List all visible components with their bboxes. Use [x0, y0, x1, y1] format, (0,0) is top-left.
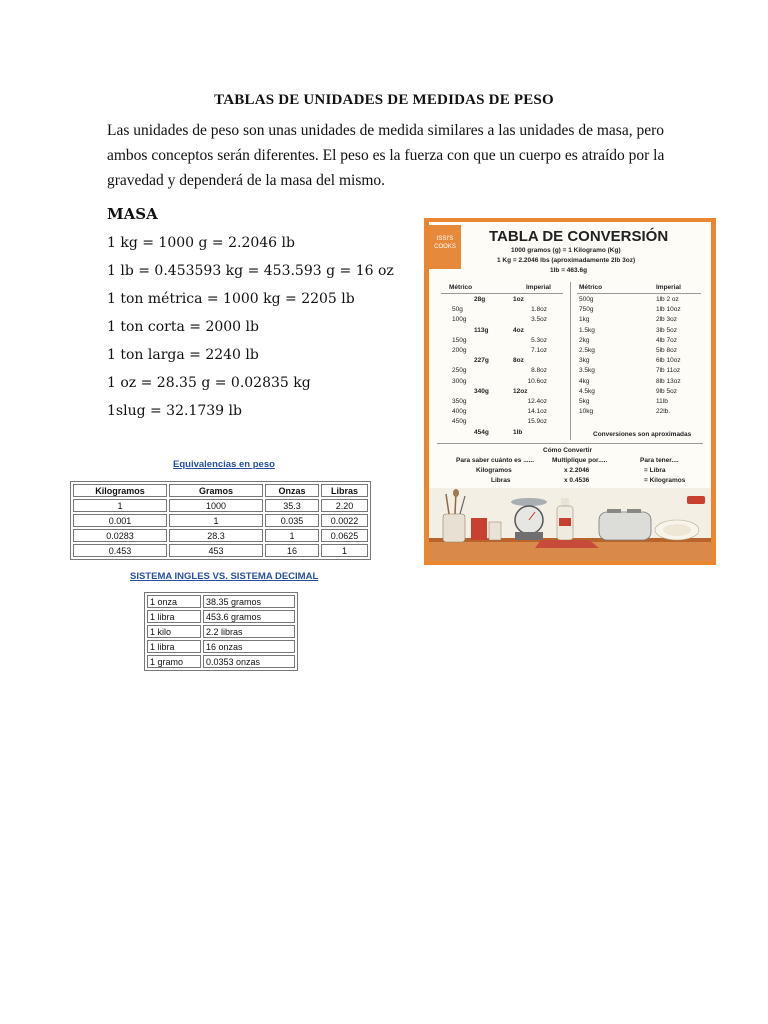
equivalencias-title: Equivalencias en peso [173, 459, 275, 470]
conversion-title: TABLA DE CONVERSIÓN [489, 228, 669, 245]
conversion-card [424, 218, 716, 565]
table-cell: 38.35 gramos [203, 595, 295, 608]
como-header: Multiplique por..... [552, 457, 608, 464]
table-cell: 1 kilo [147, 625, 201, 638]
imperial-value: 4oz [513, 326, 524, 334]
table-cell: 2.20 [321, 499, 368, 512]
metric-value: 400g [452, 408, 467, 416]
conversion-subtitle: 1 Kg = 2.2046 lbs (aproximadamente 2lb 3oz) [497, 257, 636, 264]
table-cell: 35.3 [265, 499, 319, 512]
imperial-value: 8oz [513, 357, 524, 365]
column-header: Gramos [169, 484, 263, 497]
equivalence-line: 1 oz = 28.35 g = 0.02835 kg [107, 375, 311, 391]
column-header: Métrico [579, 284, 603, 291]
equivalence-line: 1 ton larga = 2240 lb [107, 347, 259, 363]
imperial-value: 8lb 13oz [656, 377, 681, 385]
imperial-value: 12.4oz [527, 398, 547, 405]
imperial-value: 5.3oz [531, 336, 547, 344]
metric-value: 454g [474, 428, 489, 436]
table-cell: 1 [321, 544, 368, 557]
metric-value: 50g [452, 306, 463, 314]
metric-value: 100g [452, 316, 467, 324]
metric-value: 450g [452, 418, 467, 426]
imperial-value: 5lb 8oz [656, 347, 677, 354]
logo [429, 225, 461, 269]
table-row [73, 514, 368, 527]
metric-value: 28g [474, 296, 486, 303]
imperial-value: 9lb 5oz [656, 387, 677, 395]
como-cell: x 2.2046 [564, 467, 590, 474]
table-cell: 1 libra [147, 640, 201, 653]
masa-heading: MASA [107, 205, 158, 223]
metric-value: 300g [452, 377, 467, 385]
como-header: Para saber cuánto es ...... [456, 457, 535, 464]
imperial-value: 22lb. [656, 408, 671, 416]
column-header: Métrico [449, 284, 473, 291]
equivalence-line: 1 ton métrica = 1000 kg = 2205 lb [107, 291, 355, 307]
table-cell: 16 onzas [203, 640, 295, 653]
page-title: TABLAS DE UNIDADES DE MEDIDAS DE PESO [214, 92, 554, 108]
metric-value: 750g [579, 306, 594, 314]
imperial-value: 6lb 10oz [656, 357, 681, 365]
como-header: Para tener.... [640, 457, 679, 464]
metric-value: 4.5kg [579, 387, 595, 395]
metric-value: 4kg [579, 377, 590, 385]
column-header: Imperial [656, 284, 681, 291]
sistema-table [144, 592, 298, 671]
table-row [147, 655, 295, 668]
intro-line-3: gravedad y dependerá de la masa del mismo. [107, 172, 386, 189]
table-row [73, 499, 368, 512]
imperial-value: 4lb 7oz [656, 336, 677, 344]
equivalencias-table [70, 481, 371, 560]
equivalence-line: 1 ton corta = 2000 lb [107, 319, 259, 335]
table-row [73, 529, 368, 542]
imperial-value: 8.8oz [531, 367, 547, 375]
table-cell: 1 [169, 514, 263, 527]
table-header-row [73, 484, 368, 497]
imperial-value: 12oz [513, 387, 528, 395]
table-cell: 1000 [169, 499, 263, 512]
imperial-value: 1lb [513, 428, 523, 436]
metric-value: 3.5kg [579, 367, 595, 375]
table-cell: 1 libra [147, 610, 201, 623]
column-header: Libras [321, 484, 368, 497]
table-cell: 1 [73, 499, 167, 512]
intro-line-2: ambos conceptos serán diferentes. El peso es la fuerza con que un cuerpo es atraído por la [107, 147, 665, 164]
logo-text: ISSI'S COOKS [434, 236, 456, 250]
metric-value: 227g [474, 357, 489, 365]
equivalence-line: 1slug = 32.1739 lb [107, 403, 242, 419]
divider [437, 443, 703, 444]
metric-value: 5kg [579, 398, 590, 405]
imperial-value: 11lb [656, 398, 668, 405]
metric-value: 200g [452, 347, 467, 354]
como-cell: = Kilogramos [644, 477, 686, 484]
imperial-value: 14.1oz [527, 408, 547, 416]
kitchen-illustration [429, 488, 711, 561]
table-cell: 0.035 [265, 514, 319, 527]
como-convertir-title: Cómo Convertir [543, 447, 593, 454]
table-cell: 0.0625 [321, 529, 368, 542]
table-row [147, 625, 295, 638]
table-cell: 1 onza [147, 595, 201, 608]
metric-value: 500g [579, 296, 594, 303]
metric-value: 2kg [579, 336, 590, 344]
divider [570, 282, 571, 440]
imperial-value: 3lb 5oz [656, 326, 677, 334]
table-cell: 0.0353 onzas [203, 655, 295, 668]
imperial-value: 15.9oz [527, 418, 547, 426]
divider [441, 293, 563, 294]
imperial-value: 7.1oz [531, 347, 547, 354]
sistema-title: SISTEMA INGLES VS. SISTEMA DECIMAL [130, 571, 319, 582]
metric-value: 3kg [579, 357, 590, 365]
imperial-value: 2lb 3oz [656, 316, 677, 324]
metric-value: 10kg [579, 408, 594, 416]
conversion-card-body [429, 222, 711, 561]
table-row [147, 610, 295, 623]
table-cell: 453 [169, 544, 263, 557]
metric-value: 113g [474, 326, 489, 334]
como-cell: Libras [491, 477, 511, 484]
table-cell: 16 [265, 544, 319, 557]
metric-value: 150g [452, 336, 467, 344]
table-cell: 0.0022 [321, 514, 368, 527]
como-cell: x 0.4536 [564, 477, 590, 484]
metric-value: 1.5kg [579, 326, 595, 334]
metric-value: 250g [452, 367, 467, 375]
metric-value: 2.5kg [579, 347, 595, 354]
conversion-note: Conversiones son aproximadas [593, 431, 692, 438]
table-row [73, 544, 368, 557]
conversion-subtitle: 1lb = 463.6g [550, 267, 588, 274]
table-cell: 2.2 libras [203, 625, 295, 638]
como-cell: Kilogramos [476, 467, 512, 474]
table-cell: 1 [265, 529, 319, 542]
conversion-subtitle: 1000 gramos (g) = 1 Kilogramo (Kg) [511, 247, 621, 254]
table-row [147, 640, 295, 653]
metric-value: 340g [474, 387, 489, 395]
table-row [147, 595, 295, 608]
imperial-value: 3.5oz [531, 316, 547, 324]
imperial-value: 1lb 10oz [656, 306, 681, 314]
intro-line-1: Las unidades de peso son unas unidades de medida similares a las unidades de masa, pero [107, 122, 664, 139]
table-cell: 0.0283 [73, 529, 167, 542]
table-cell: 28.3 [169, 529, 263, 542]
imperial-value: 10.6oz [527, 377, 547, 385]
metric-value: 350g [452, 398, 467, 405]
column-header: Imperial [526, 284, 551, 291]
column-header: Kilogramos [73, 484, 167, 497]
table-cell: 0.001 [73, 514, 167, 527]
metric-value: 1kg [579, 316, 590, 324]
como-cell: = Libra [644, 467, 666, 474]
divider [577, 293, 701, 294]
equivalence-line: 1 lb = 0.453593 kg = 453.593 g = 16 oz [107, 263, 394, 279]
table-cell: 0.453 [73, 544, 167, 557]
table-cell: 453.6 gramos [203, 610, 295, 623]
imperial-value: 1lb 2 oz [656, 296, 679, 303]
imperial-value: 1oz [513, 296, 524, 303]
equivalence-line: 1 kg = 1000 g = 2.2046 lb [107, 235, 295, 251]
imperial-value: 7lb 11oz [656, 367, 681, 375]
column-header: Onzas [265, 484, 319, 497]
imperial-value: 1.8oz [531, 306, 547, 314]
table-cell: 1 gramo [147, 655, 201, 668]
